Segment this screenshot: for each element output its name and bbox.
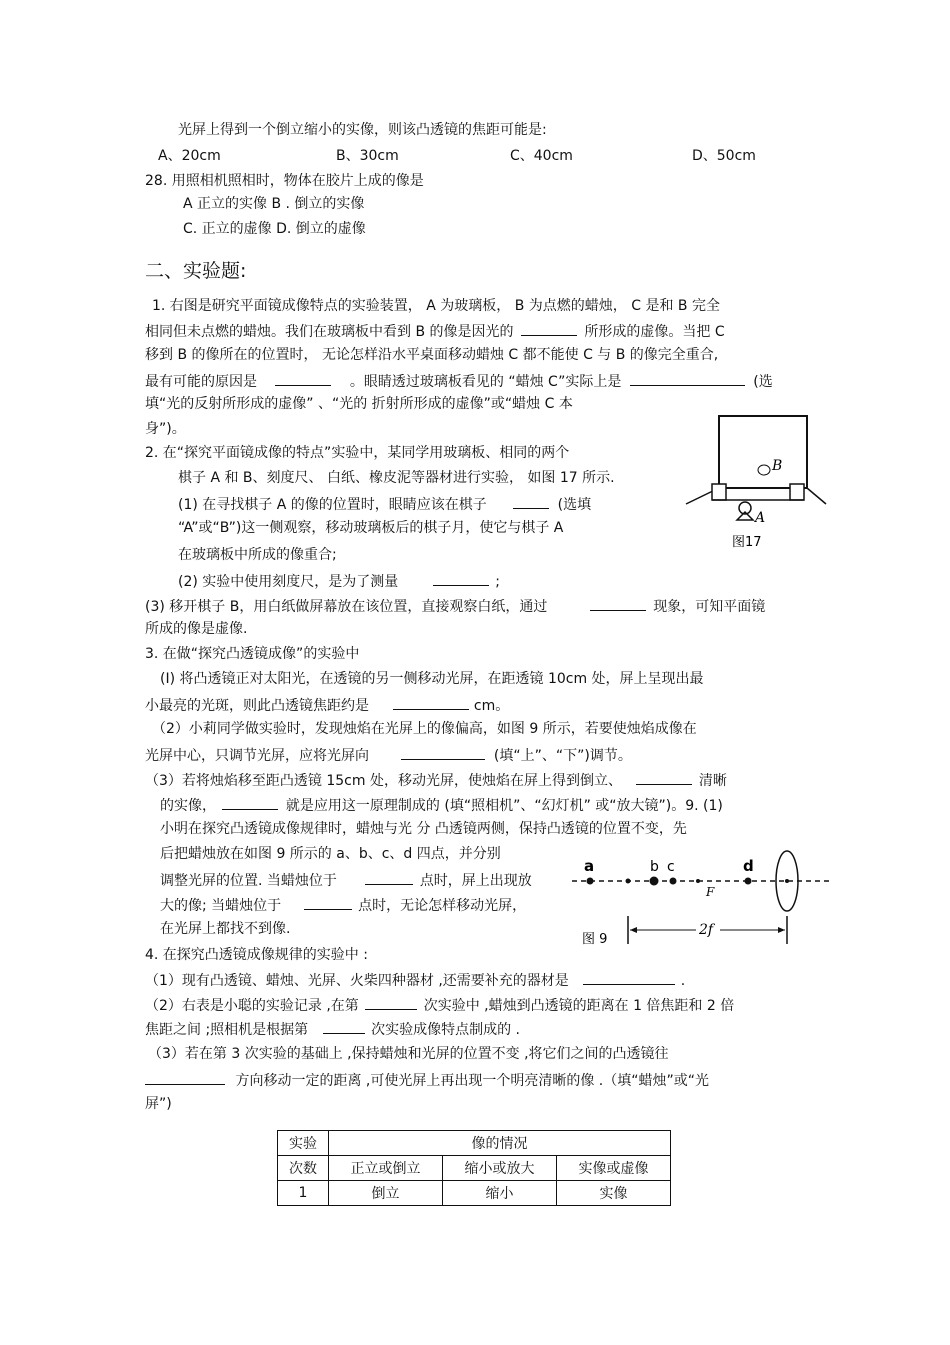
cell-orientation: 倒立 xyxy=(329,1181,443,1206)
piece-b-image xyxy=(758,465,770,475)
exp1-line3: 移到 B 的像所在的位置时， 无论怎样沿水平桌面移动蜡烛 C 都不能使 C 与 B 的像完全重合, xyxy=(145,347,719,363)
blank[interactable] xyxy=(304,895,352,910)
exp4-line7: 屏”) xyxy=(145,1096,172,1112)
exp3-line7: 的实像， 就是应用这一原理制成的 (填“照相机”、“幻灯机” 或“放大镜”)。9. (1) xyxy=(160,795,723,815)
blank[interactable] xyxy=(590,596,646,611)
right-stand xyxy=(790,484,804,500)
label-d: d xyxy=(743,857,754,875)
exp3-line10: 调整光屏的位置. 当蜡烛位于 点时，屏上出现放 xyxy=(160,870,532,890)
exp2-line6: (2) 实验中使用刻度尺，是为了测量 ; xyxy=(178,571,500,591)
exp2-line7: (3) 移开棋子 B，用白纸做屏幕放在该位置，直接观察白纸，通过 现象，可知平面镜 xyxy=(145,596,765,616)
section-title: 二、实验题: xyxy=(145,260,247,282)
exp3-line3: 小最亮的光斑，则此凸透镜焦距约是 cm。 xyxy=(145,695,509,715)
blank[interactable] xyxy=(636,770,692,785)
exp2-line2: 棋子 A 和 B、刻度尺、 白纸、橡皮泥等器材进行实验， 如图 17 所示. xyxy=(178,470,615,486)
table-row xyxy=(278,1131,671,1156)
label-f: F xyxy=(706,885,715,899)
exp4-line6: 方向移动一定的距离 ,可使光屏上再出现一个明亮清晰的像 .（填“蜡烛”或“光 xyxy=(145,1070,709,1090)
exp4-line3: （2）右表是小聪的实验记录 ,在第 次实验中 ,蜡烛到凸透镜的距离在 1 倍焦距和 2 倍 xyxy=(145,995,734,1015)
header-real-virtual: 实像或虚像 xyxy=(557,1156,671,1181)
exp4-line4: 焦距之间 ;照相机是根据第 次实验成像特点制成的 . xyxy=(145,1019,520,1039)
q27-stem: 光屏上得到一个倒立缩小的实像，则该凸透镜的焦距可能是: xyxy=(178,122,547,138)
blank[interactable] xyxy=(275,371,331,386)
exp3-line6: （3）若将烛焰移至距凸透镜 15cm 处，移动光屏，使烛焰在屏上得到倒立、 清晰 xyxy=(145,770,727,790)
header-upright-inverted: 正立或倒立 xyxy=(329,1156,443,1181)
exp4-line5: （3）若在第 3 次实验的基础上 ,保持蜡烛和光屏的位置不变 ,将它们之间的凸透镜往 xyxy=(148,1046,669,1062)
table-row xyxy=(278,1156,671,1181)
label-c: c xyxy=(667,859,675,875)
tabletop-edge xyxy=(686,488,826,504)
exp1-line5: 填“光的反射所形成的虚像” 、“光的 折射所形成的虚像”或“蜡烛 C 本 xyxy=(145,396,573,412)
experiment-record-table xyxy=(277,1130,671,1206)
blank[interactable] xyxy=(365,995,417,1010)
exp1-line2: 相同但未点燃的蜡烛。我们在玻璃板中看到 B 的像是因光的 所形成的虚像。当把 C xyxy=(145,321,725,341)
exp3-line9: 后把蜡烛放在如图 9 所示的 a、b、c、d 四点，并分别 xyxy=(160,846,501,862)
exp3-line8: 小明在探究凸透镜成像规律时，蜡烛与光 分 凸透镜两侧，保持凸透镜的位置不变，先 xyxy=(160,821,687,837)
label-2f: 2f xyxy=(699,922,714,938)
exp1-line6: 身”)。 xyxy=(145,421,186,437)
q27-option-d: D、50cm xyxy=(692,148,756,164)
exp2-line3: (1) 在寻找棋子 A 的像的位置时，眼睛应该在棋子 (选填 xyxy=(178,494,591,514)
exp3-line11: 大的像; 当蜡烛位于 点时，无论怎样移动光屏， xyxy=(160,895,526,915)
q28-options-cd: C. 正立的虚像 D. 倒立的虚像 xyxy=(183,221,366,237)
exp2-line5: 在玻璃板中所成的像重合; xyxy=(178,547,337,563)
blank[interactable] xyxy=(222,795,278,810)
label-a: A xyxy=(755,510,766,526)
q27-option-c: C、40cm xyxy=(510,148,573,164)
exp3-line5: 光屏中心，只调节光屏，应将光屏向 (填“上”、“下”)调节。 xyxy=(145,745,632,765)
exp1-line1: 1. 右图是研究平面镜成像特点的实验装置， A 为玻璃板， B 为点燃的蜡烛， C 是和 B 完全 xyxy=(152,298,720,314)
blank[interactable] xyxy=(513,494,549,509)
exp3-line2: (I) 将凸透镜正对太阳光，在透镜的另一侧移动光屏，在距透镜 10cm 处，屏上呈现出最 xyxy=(160,671,704,687)
figure-17-diagram xyxy=(676,412,831,557)
cell-size: 缩小 xyxy=(443,1181,557,1206)
exp3-line1: 3. 在做“探究凸透镜成像”的实验中 xyxy=(145,646,360,662)
header-trial-bottom: 次数 xyxy=(278,1156,329,1181)
blank[interactable] xyxy=(393,695,469,710)
label-b: b xyxy=(650,859,659,875)
point-a xyxy=(587,878,594,885)
exp2-line8: 所成的像是虚像. xyxy=(145,621,248,637)
blank[interactable] xyxy=(145,1070,225,1085)
q28-options-ab: A 正立的实像 B . 倒立的实像 xyxy=(183,196,365,212)
blank[interactable] xyxy=(630,371,745,386)
blank[interactable] xyxy=(323,1019,365,1034)
label-a: a xyxy=(584,857,595,875)
figure-9-label: 图 9 xyxy=(582,932,608,947)
point-c xyxy=(670,878,677,885)
header-image-situation: 像的情况 xyxy=(329,1131,671,1156)
exp1-line4: 最有可能的原因是 。眼睛透过玻璃板看见的 “蜡烛 C”实际上是 (选 xyxy=(145,371,773,391)
exp2-line4: “A”或“B”)这一侧观察，移动玻璃板后的棋子月，使它与棋子 A xyxy=(178,520,564,536)
exp3-line4: （2）小莉同学做实验时，发现烛焰在光屏上的像偏高，如图 9 所示，若要使烛焰成像在 xyxy=(152,721,697,737)
exp2-line1: 2. 在“探究平面镜成像的特点”实验中，某同学用玻璃板、相同的两个 xyxy=(145,445,570,461)
figure-9-diagram xyxy=(570,844,832,950)
cell-trial-number: 1 xyxy=(278,1181,329,1206)
blank[interactable] xyxy=(401,745,485,760)
q28-stem: 28. 用照相机照相时，物体在胶片上成的像是 xyxy=(145,173,424,189)
left-stand xyxy=(712,484,726,500)
glass-plate xyxy=(719,416,807,488)
header-reduced-enlarged: 缩小或放大 xyxy=(443,1156,557,1181)
exp3-line12: 在光屏上都找不到像. xyxy=(160,921,291,937)
blank[interactable] xyxy=(583,970,675,985)
q27-option-a: A、20cm xyxy=(158,148,221,164)
exp4-line1: 4. 在探究凸透镜成像规律的实验中 : xyxy=(145,947,368,963)
blank[interactable] xyxy=(521,321,577,336)
q27-option-b: B、30cm xyxy=(336,148,399,164)
label-b: B xyxy=(772,458,783,474)
point-d xyxy=(745,878,752,885)
blank[interactable] xyxy=(365,870,413,885)
header-trial-top: 实验 xyxy=(278,1131,329,1156)
point-b xyxy=(650,877,659,886)
cell-image-type: 实像 xyxy=(557,1181,671,1206)
exp4-line2: （1）现有凸透镜、蜡烛、光屏、火柴四种器材 ,还需要补充的器材是 . xyxy=(145,970,685,990)
figure-17-label: 图17 xyxy=(732,535,762,550)
table-row xyxy=(278,1181,671,1206)
blank[interactable] xyxy=(433,571,489,586)
